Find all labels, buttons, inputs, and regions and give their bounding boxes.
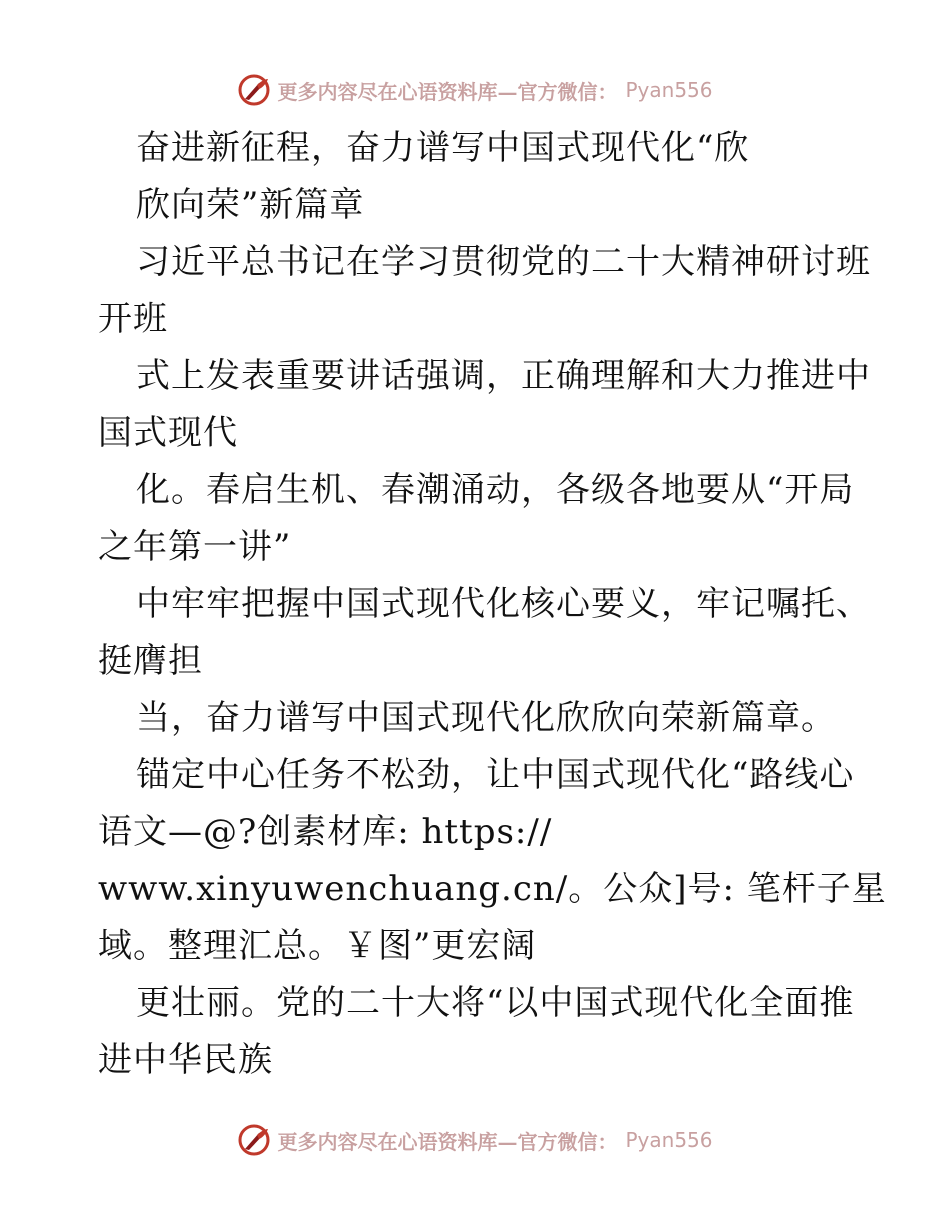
banner-text: 更多内容尽在心语资料库—官方微信：	[277, 1129, 618, 1154]
text-line: 锚定中心任务不松劲，让中国式现代化“路线心	[136, 755, 855, 795]
text-line: 化。春启生机、春潮涌动，各级各地要从“开局	[136, 470, 855, 510]
text-line: 欣向荣”新篇章	[136, 185, 365, 225]
text-line: 之年第一讲”	[98, 527, 292, 567]
text-line: 习近平总书记在学习贯彻党的二十大精神研讨班	[136, 242, 871, 282]
footer-watermark-banner	[0, 1120, 950, 1160]
text-line: www.xinyuwenchuang.cn/。公众]号: 笔杆子星	[98, 869, 887, 909]
banner-wechat-handle: Pyan556	[625, 1128, 713, 1152]
text-line: 国式现代	[98, 413, 238, 453]
text-line: 中牢牢把握中国式现代化核心要义，牢记嘱托、	[136, 584, 871, 624]
text-line: 奋进新征程，奋力谱写中国式现代化“欣	[136, 128, 750, 168]
text-line: 当，奋力谱写中国式现代化欣欣向荣新篇章。	[136, 698, 836, 738]
text-line: 开班	[98, 299, 168, 339]
quill-logo-icon	[237, 1123, 271, 1157]
text-line: 域。整理汇总。￥图”更宏阔	[98, 926, 537, 966]
text-line: 语文—@?创素材库: https://	[98, 812, 553, 852]
header-watermark-banner	[0, 70, 950, 110]
banner-wechat-handle: Pyan556	[625, 78, 713, 102]
document-body	[98, 120, 887, 1089]
text-line: 更壮丽。党的二十大将“以中国式现代化全面推	[136, 983, 855, 1023]
text-line: 进中华民族	[98, 1040, 273, 1080]
quill-logo-icon	[237, 73, 271, 107]
text-line: 挺膺担	[98, 641, 203, 681]
text-line: 式上发表重要讲话强调，正确理解和大力推进中	[136, 356, 871, 396]
banner-text: 更多内容尽在心语资料库—官方微信：	[277, 79, 618, 104]
